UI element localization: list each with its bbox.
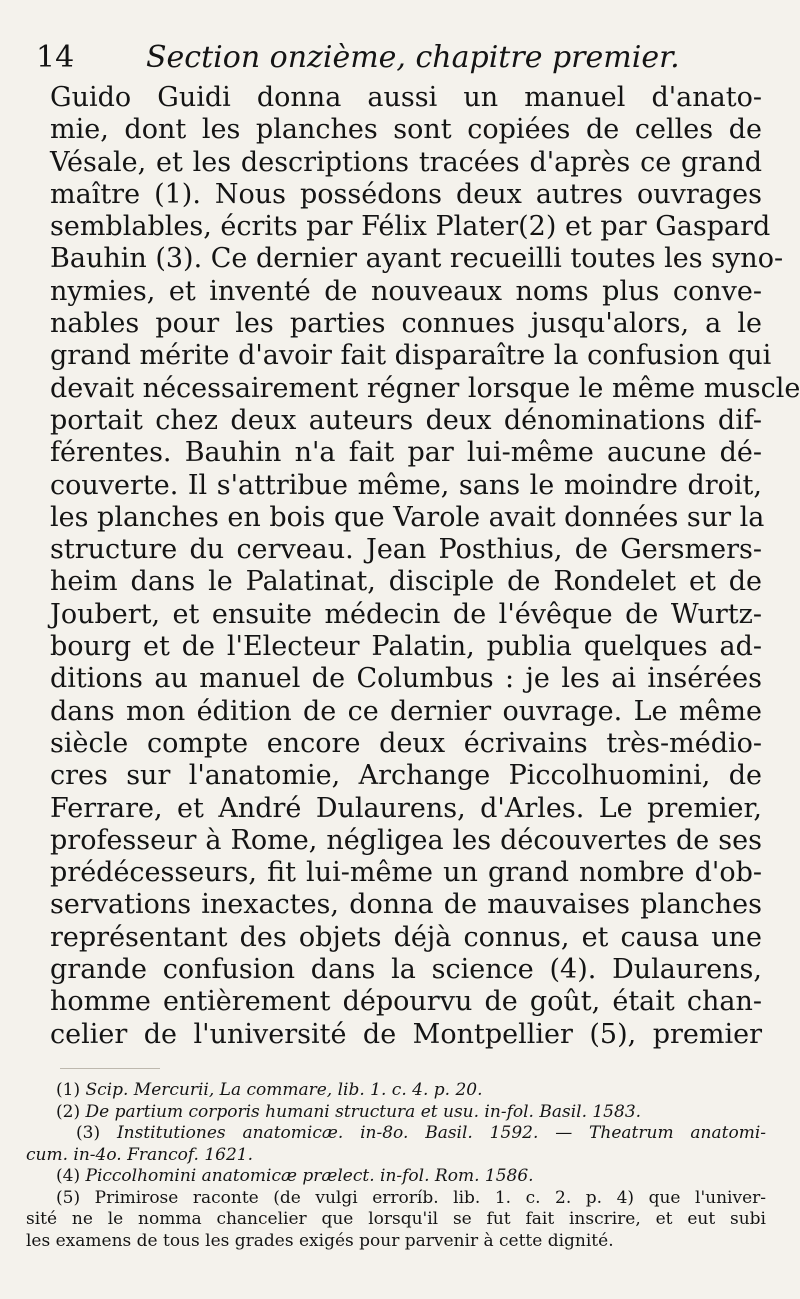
text-line: ditions au manuel de Columbus : je les ai insérées [50, 663, 762, 695]
text-line: Ferrare, et André Dulaurens, d'Arles. Le premier, [50, 792, 762, 824]
text-line: portait chez deux auteurs deux dénominations dif- [50, 404, 762, 436]
text-line: devait nécessairement régner lorsque le même muscle [50, 372, 800, 404]
running-title: Section onzième, chapitre premier. [146, 40, 680, 75]
text-line: férentes. Bauhin n'a fait par lui-même aucune dé- [50, 437, 762, 469]
text-line: grand mérite d'avoir fait disparaître la confusion qui [50, 340, 772, 372]
footnote-text: sité ne le nomma chancelier que lorsqu'il se fut fait inscrire, et eut subi [26, 1209, 766, 1229]
footnote-marker: (4) [56, 1166, 81, 1186]
footnotes [26, 1080, 767, 1252]
footnote-text: Scip. Mercurii, La commare, lib. 1. c. 4. p. 20. [85, 1080, 483, 1100]
page-header [36, 38, 756, 78]
footnote-text: cum. in-4o. Francof. 1621. [26, 1144, 254, 1165]
footnote-text: Institutiones anatomicæ. in-8o. Basil. 1592. — Theatrum anatomi- [116, 1123, 766, 1143]
text-line: servations inexactes, donna de mauvaises planches [50, 889, 762, 921]
footnote-marker: (3) [76, 1123, 101, 1143]
text-line: professeur à Rome, négligea les découvertes de ses [50, 824, 762, 856]
text-line: Bauhin (3). Ce dernier ayant recueilli toutes les syno- [50, 243, 784, 275]
text-line: siècle compte encore deux écrivains très-médio- [50, 727, 762, 759]
text-line: représentant des objets déjà connus, et causa une [50, 921, 762, 953]
footnote-3 [56, 1123, 766, 1145]
text-line: grande confusion dans la science (4). Dulaurens, [50, 954, 762, 986]
text-line: mie, dont les planches sont copiées de celles de [50, 114, 762, 146]
footnote-5 [56, 1188, 766, 1210]
footnote-text: les examens de tous les grades exigés pour parvenir à cette dignité. [26, 1230, 614, 1251]
footnote-text: Primirose raconte (de vulgi erroríb. lib. 1. c. 2. p. 4) que l'univer- [94, 1187, 767, 1208]
text-line: prédécesseurs, fit lui-même un grand nombre d'ob- [50, 857, 762, 889]
page-number: 14 [36, 40, 75, 75]
footnote-text: Piccolhomini anatomicæ prælect. in-fol. Rom. 1586. [85, 1166, 534, 1186]
footnote-1 [56, 1080, 766, 1102]
text-line: Vésale, et les descriptions tracées d'après ce grand [50, 146, 762, 178]
text-line: couverte. Il s'attribue même, sans le moindre droit, [50, 469, 762, 501]
footnote-marker: (1) [56, 1080, 81, 1100]
text-line: heim dans le Palatinat, disciple de Rondelet et de [50, 566, 762, 598]
text-line: cres sur l'anatomie, Archange Piccolhuomini, de [50, 760, 762, 792]
text-line: nymies, et inventé de nouveaux noms plus conve- [50, 275, 762, 307]
text-line: structure du cerveau. Jean Posthius, de Gersmers- [50, 534, 762, 566]
footnote-3-continued [26, 1145, 766, 1167]
footnote-marker: (2) [56, 1101, 81, 1122]
text-line: bourg et de l'Electeur Palatin, publia quelques ad- [50, 631, 762, 663]
text-line: dans mon édition de ce dernier ouvrage. Le même [50, 695, 762, 727]
footnote-marker: (5) [56, 1187, 81, 1208]
body-text [50, 82, 800, 1051]
text-line: Guido Guidi donna aussi un manuel d'anato- [50, 82, 762, 113]
text-line: homme entièrement dépourvu de goût, était chan- [50, 986, 762, 1018]
text-line: nables pour les parties connues jusqu'alors, a le [50, 308, 762, 340]
text-line: celier de l'université de Montpellier (5), premier [50, 1018, 762, 1050]
text-line: semblables, écrits par Félix Plater(2) et par Gaspard [50, 211, 771, 243]
footnote-5-continued [26, 1209, 766, 1231]
text-line: maître (1). Nous possédons deux autres ouvrages [50, 178, 762, 210]
footnote-2 [56, 1102, 766, 1124]
text-line: les planches en bois que Varole avait données sur la [50, 501, 765, 533]
footnote-5-continued [26, 1231, 766, 1253]
text-line: Joubert, et ensuite médecin de l'évêque de Wurtz- [50, 598, 762, 630]
footnote-divider [60, 1068, 160, 1069]
footnote-4 [56, 1166, 766, 1188]
footnote-text: De partium corporis humani structura et usu. in-fol. Basil. 1583. [85, 1101, 642, 1122]
